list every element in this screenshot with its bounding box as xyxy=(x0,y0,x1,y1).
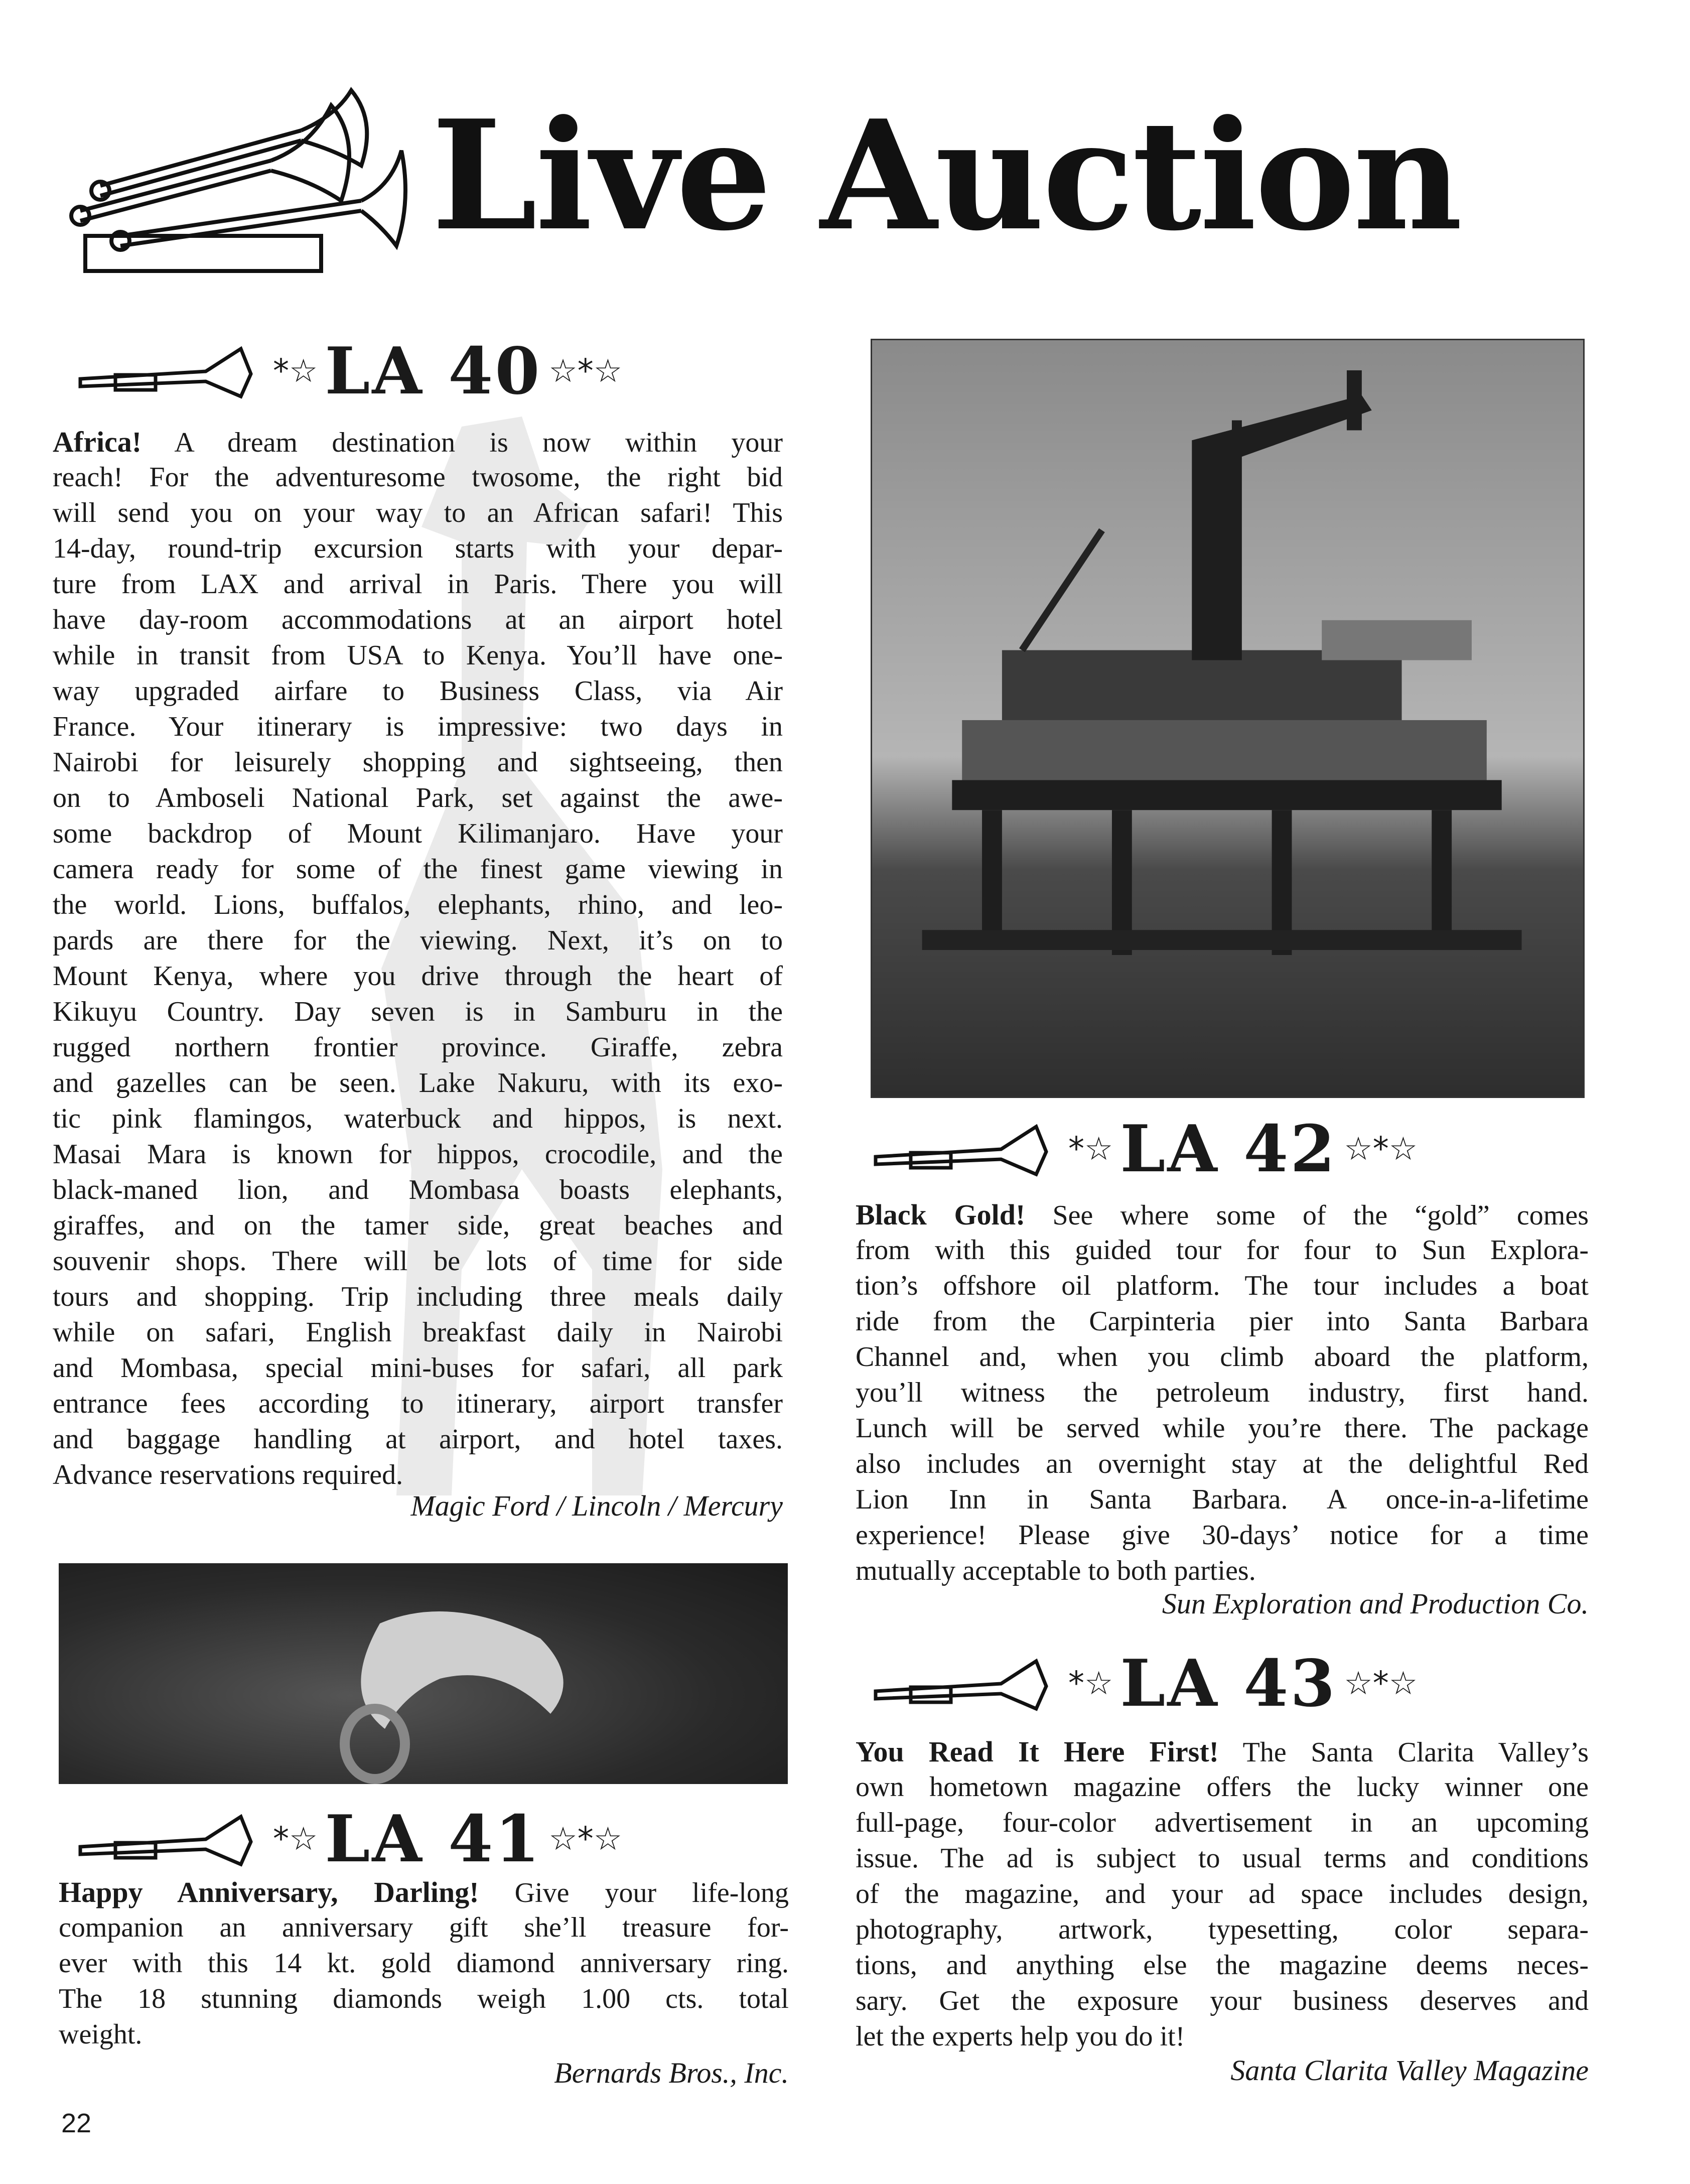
page-title: Live Auction xyxy=(432,87,1461,264)
lot-number: LA 41 xyxy=(325,1802,542,1877)
donor-la43: Santa Clarita Valley Magazine xyxy=(1230,2054,1589,2087)
text-line: 14-day, round-trip excursion starts with your depar- xyxy=(53,533,783,564)
text-line: issue. The ad is subject to usual terms and conditions xyxy=(856,1843,1589,1874)
text-line: souvenir shops. There will be lots of time for side xyxy=(53,1246,783,1277)
lot-header-la43 xyxy=(871,1646,1425,1721)
ring-photo xyxy=(59,1563,788,1784)
text-span: The Santa Clarita Valley’s xyxy=(1219,1737,1589,1768)
text-line: Kikuyu Country. Day seven is in Samburu in the xyxy=(53,996,783,1027)
stars-left: *☆ xyxy=(1068,1131,1113,1168)
text-span: See where some of the “gold” comes xyxy=(1025,1200,1589,1231)
text-span: Give your life-long xyxy=(479,1877,789,1908)
text-line: experience! Please give 30-days’ notice for a time xyxy=(856,1520,1589,1551)
lot-header-la41 xyxy=(75,1802,629,1877)
text-line: Nairobi for leisurely shopping and sightseeing, then xyxy=(53,747,783,778)
text-line: the world. Lions, buffalos, elephants, rhino, and leo- xyxy=(53,889,783,920)
stars-right: ☆*☆ xyxy=(548,353,623,390)
lot-header-la40 xyxy=(75,334,629,409)
text-line: mutually acceptable to both parties. xyxy=(856,1555,1256,1586)
text-line: reach! For the adventuresome twosome, the right bid xyxy=(53,462,783,493)
text-line: Mount Kenya, where you drive through the heart of xyxy=(53,961,783,992)
lot-number: LA 43 xyxy=(1120,1646,1337,1721)
text-line: while in transit from USA to Kenya. You’ll have one- xyxy=(53,640,783,671)
lot-description-la41 xyxy=(59,1874,789,2053)
text-line: and baggage handling at airport, and hotel taxes. xyxy=(53,1424,783,1455)
text-line: on to Amboseli National Park, set against the awe- xyxy=(53,782,783,813)
trumpet-icon xyxy=(871,1656,1061,1711)
text-line xyxy=(856,1197,1589,1233)
text-line: rugged northern frontier province. Giraffe, zebra xyxy=(53,1032,783,1063)
lot-headline: Black Gold! xyxy=(856,1198,1026,1231)
text-line: France. Your itinerary is impressive: two days in xyxy=(53,711,783,742)
donor-la41: Bernards Bros., Inc. xyxy=(554,2057,789,2089)
text-line: full-page, four-color advertisement in an upcoming xyxy=(856,1807,1589,1838)
text-line: tic pink flamingos, waterbuck and hippos, is next. xyxy=(53,1103,783,1134)
text-line xyxy=(856,1734,1589,1769)
text-line: Masai Mara is known for hippos, crocodile, and the xyxy=(53,1139,783,1170)
text-line: tion’s offshore oil platform. The tour includes a boat xyxy=(856,1270,1589,1301)
text-line: will send you on your way to an African safari! This xyxy=(53,497,783,528)
text-line: way upgraded airfare to Business Class, via Air xyxy=(53,675,783,707)
text-line: tions, and anything else the magazine deems neces- xyxy=(856,1950,1589,1981)
text-line: Lunch will be served while you’re there. The package xyxy=(856,1413,1589,1444)
oil-platform-photo xyxy=(871,339,1585,1098)
text-line: while on safari, English breakfast daily in Nairobi xyxy=(53,1317,783,1348)
text-line: of the magazine, and your ad space includes design, xyxy=(856,1878,1589,1909)
text-line: Advance reservations required. xyxy=(53,1459,403,1490)
text-line: Lion Inn in Santa Barbara. A once-in-a-lifetime xyxy=(856,1484,1589,1515)
lot-description-la43 xyxy=(856,1734,1589,2055)
stars-right: ☆*☆ xyxy=(548,1821,623,1858)
text-line: companion an anniversary gift she’ll treasure for- xyxy=(59,1912,789,1943)
text-line: some backdrop of Mount Kilimanjaro. Have your xyxy=(53,818,783,849)
text-line: pards are there for the viewing. Next, it’s on to xyxy=(53,925,783,956)
text-line: giraffes, and on the tamer side, great beaches and xyxy=(53,1210,783,1241)
text-line: let the experts help you do it! xyxy=(856,2021,1185,2052)
lot-number: LA 40 xyxy=(325,334,542,409)
text-line: ever with this 14 kt. gold diamond anniversary ring. xyxy=(59,1948,789,1979)
lot-headline: Africa! xyxy=(53,426,142,458)
stars-left: *☆ xyxy=(1068,1665,1113,1702)
text-line: from with this guided tour for four to Sun Explora- xyxy=(856,1235,1589,1266)
text-line: Channel and, when you climb aboard the platform, xyxy=(856,1341,1589,1373)
text-line: also includes an overnight stay at the delightful Red xyxy=(856,1448,1589,1479)
text-line: weight. xyxy=(59,2019,143,2050)
text-line: entrance fees according to itinerary, airport transfer xyxy=(53,1388,783,1419)
text-line: ture from LAX and arrival in Paris. There you will xyxy=(53,569,783,600)
text-line: ride from the Carpinteria pier into Santa Barbara xyxy=(856,1306,1589,1337)
text-span: A dream destination is now within your xyxy=(142,427,783,458)
page-number: 22 xyxy=(61,2108,92,2138)
text-line: tours and shopping. Trip including three meals daily xyxy=(53,1281,783,1312)
text-line: own hometown magazine offers the lucky winner one xyxy=(856,1771,1589,1803)
donor-la42: Sun Exploration and Production Co. xyxy=(1162,1587,1589,1620)
lot-headline: Happy Anniversary, Darling! xyxy=(59,1876,479,1908)
lot-description-la42 xyxy=(856,1197,1589,1589)
lot-number: LA 42 xyxy=(1120,1112,1337,1187)
donor-la40: Magic Ford / Lincoln / Mercury xyxy=(410,1489,783,1522)
lot-headline: You Read It Here First! xyxy=(856,1735,1219,1768)
trumpet-icon xyxy=(75,344,266,399)
text-line: sary. Get the exposure your business deserves and xyxy=(856,1985,1589,2016)
text-line xyxy=(53,424,783,460)
stars-right: ☆*☆ xyxy=(1344,1665,1418,1702)
stars-right: ☆*☆ xyxy=(1344,1131,1418,1168)
text-line: have day-room accommodations at an airport hotel xyxy=(53,604,783,635)
text-line xyxy=(59,1874,789,1910)
text-line: you’ll witness the petroleum industry, first hand. xyxy=(856,1377,1589,1408)
lot-description-la40 xyxy=(53,424,783,1493)
lot-header-la42 xyxy=(871,1112,1425,1187)
trumpet-icon xyxy=(75,1812,266,1867)
stars-left: *☆ xyxy=(273,1821,318,1858)
text-line: photography, artwork, typesetting, color separa- xyxy=(856,1914,1589,1945)
text-line: and Mombasa, special mini-buses for safari, all park xyxy=(53,1352,783,1384)
trumpets-banner-icon xyxy=(50,85,416,279)
stars-left: *☆ xyxy=(273,353,318,390)
trumpet-icon xyxy=(871,1122,1061,1177)
text-line: black-maned lion, and Mombasa boasts elephants, xyxy=(53,1174,783,1205)
text-line: The 18 stunning diamonds weigh 1.00 cts. total xyxy=(59,1983,789,2014)
text-line: camera ready for some of the finest game viewing in xyxy=(53,854,783,885)
text-line: and gazelles can be seen. Lake Nakuru, with its exo- xyxy=(53,1067,783,1099)
